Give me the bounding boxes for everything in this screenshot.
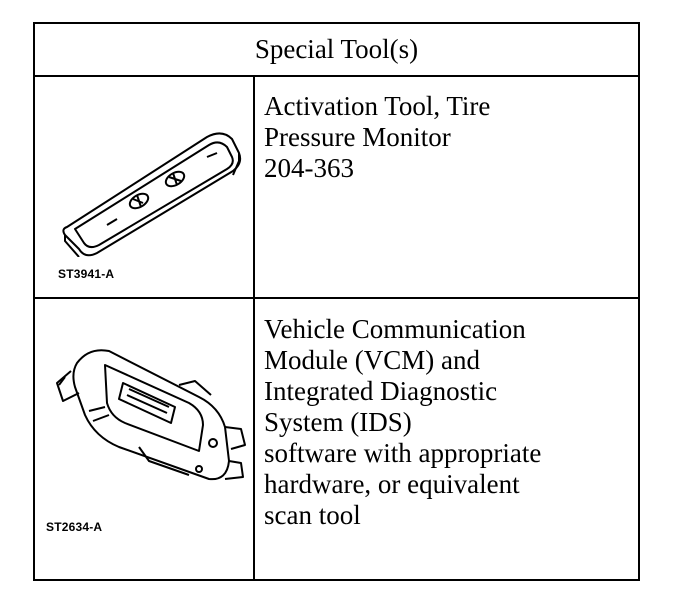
tool-description <box>255 299 638 579</box>
description-line: System (IDS) <box>264 407 412 437</box>
figure-label: ST3941-A <box>58 267 115 281</box>
tpms-activation-tool-icon <box>57 117 247 257</box>
description-line: Activation Tool, Tire <box>264 91 491 121</box>
description-line: Pressure Monitor <box>264 122 451 152</box>
description-line: 204-363 <box>264 153 354 183</box>
description-line: hardware, or equivalent <box>264 469 520 499</box>
description-line: Integrated Diagnostic <box>264 376 498 406</box>
tool-description <box>255 77 638 297</box>
figure-label: ST2634-A <box>46 520 103 534</box>
description-line: Vehicle Communication <box>264 314 526 344</box>
table-header: Special Tool(s) <box>35 24 638 77</box>
description-line: scan tool <box>264 500 361 530</box>
tool-image-cell <box>35 299 255 579</box>
special-tools-table <box>33 22 640 581</box>
description-line: Module (VCM) and <box>264 345 480 375</box>
table-row <box>35 77 638 299</box>
tool-image-cell <box>35 77 255 297</box>
description-line: software with appropriate <box>264 438 542 468</box>
vcm-module-icon <box>49 311 249 501</box>
table-row <box>35 299 638 579</box>
